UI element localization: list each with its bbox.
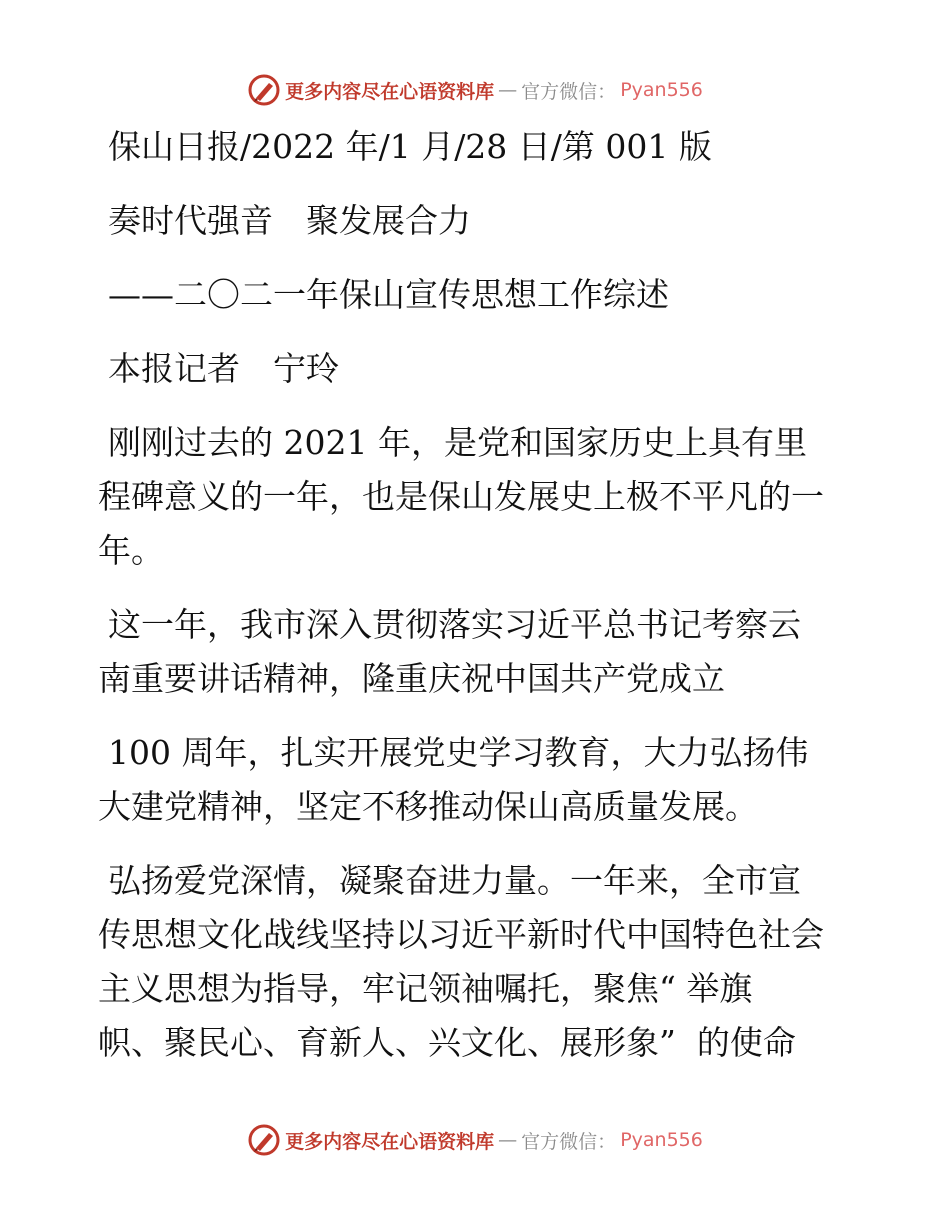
paragraph (98, 854, 858, 1070)
paragraph-line: 年。 (98, 531, 164, 570)
article-title: 奏时代强音 聚发展合力 (108, 201, 471, 240)
dateline: 保山日报/2022 年/1 月/28 日/第 001 版 (108, 127, 712, 166)
watermark-separator: — (498, 1129, 518, 1151)
pen-logo-icon (247, 1123, 281, 1157)
paragraph-line: 弘扬爱党深情，凝聚奋进力量。一年来，全市宣 (108, 861, 801, 900)
watermark-label: 官方微信： (521, 80, 617, 103)
paragraph-line: 传思想文化战线坚持以习近平新时代中国特色社会 (98, 915, 824, 954)
paragraph-line: 主义思想为指导，牢记领袖嘱托，聚焦“ 举旗 (98, 969, 753, 1008)
paragraph-line: 100 周年，扎实开展党史学习教育，大力弘扬伟 (108, 733, 809, 772)
paragraph (98, 726, 858, 834)
watermark-id: Pyan556 (620, 1129, 703, 1151)
byline: 本报记者 宁玲 (108, 349, 339, 388)
watermark-site-text: 更多内容尽在心语资料库 (285, 1130, 495, 1153)
watermark-site-text: 更多内容尽在心语资料库 (285, 80, 495, 103)
paragraph-line: 南重要讲话精神，隆重庆祝中国共产党成立 (98, 659, 725, 698)
watermark-separator: — (498, 79, 518, 101)
paragraph-line: 刚刚过去的 2021 年，是党和国家历史上具有里 (108, 423, 807, 462)
paragraph-line: 程碑意义的一年，也是保山发展史上极不平凡的一 (98, 477, 824, 516)
footer-watermark (0, 1122, 950, 1158)
header-watermark (0, 72, 950, 108)
paragraph-line: 大建党精神，坚定不移推动保山高质量发展。 (98, 787, 758, 826)
article-subtitle: ——二〇二一年保山宣传思想工作综述 (108, 275, 669, 314)
pen-logo-icon (247, 73, 281, 107)
paragraph (98, 416, 858, 578)
paragraph (98, 598, 858, 706)
watermark-label: 官方微信： (521, 1130, 617, 1153)
paragraph-line: 帜、聚民心、育新人、兴文化、展形象” 的使命 (98, 1023, 796, 1062)
watermark-id: Pyan556 (620, 79, 703, 101)
article-body (98, 120, 858, 1070)
paragraph-line: 这一年，我市深入贯彻落实习近平总书记考察云 (108, 605, 801, 644)
